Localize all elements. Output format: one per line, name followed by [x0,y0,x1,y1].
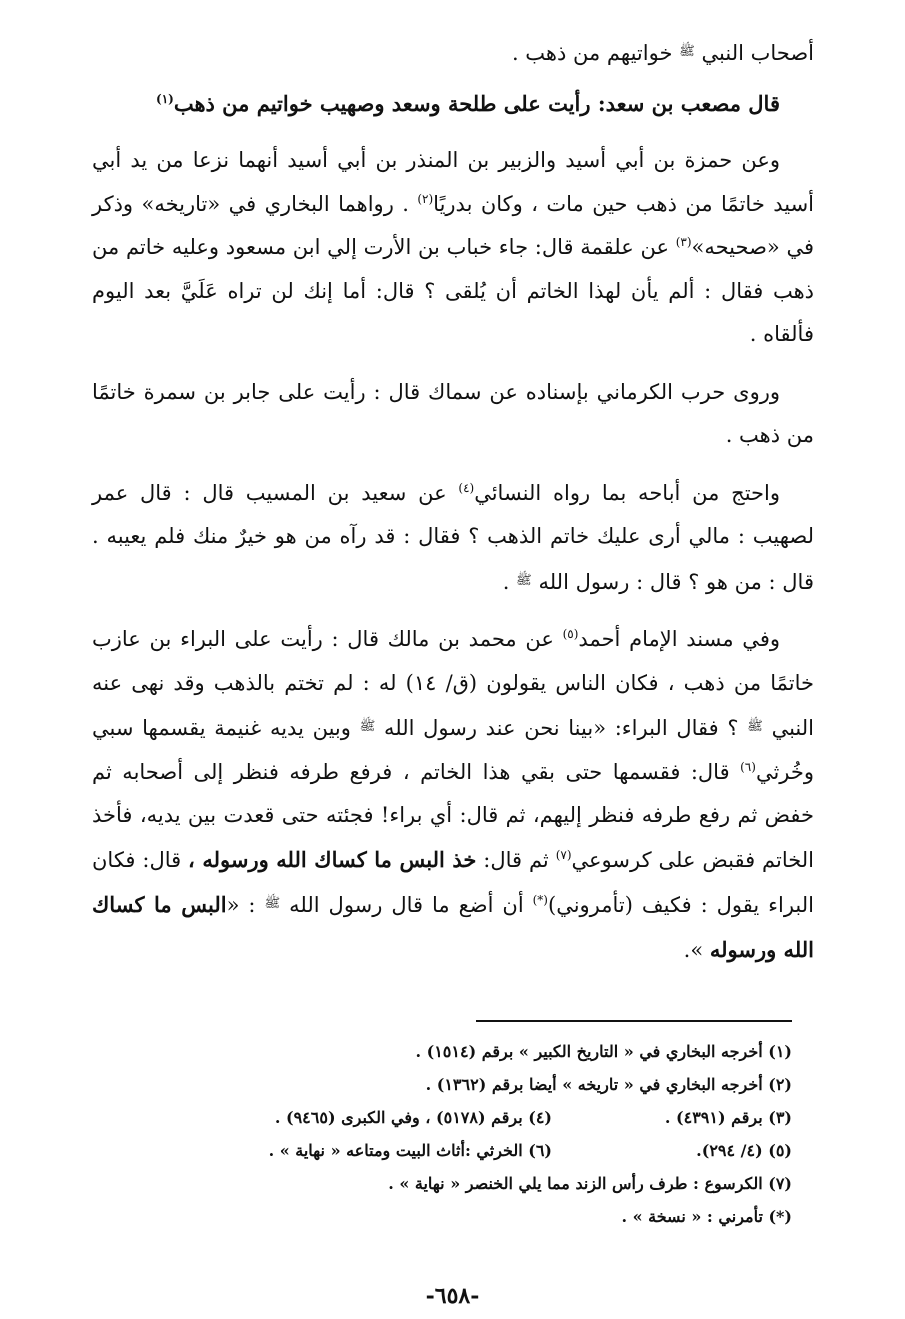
sala-symbol: ﷺ [679,44,695,59]
footnote-7: (٧) الكرسوع : طرف رأس الزند مما يلي الخنصر « نهاية » . [388,1174,792,1193]
sala-symbol: ﷺ [359,719,376,734]
paragraph-2: قال مصعب بن سعد: رأيت على طلحة وسعد وصهيب خواتيم من ذهب$^{(١)}$ [156,90,780,116]
sala-symbol: ﷺ [747,719,763,734]
footnote-4: (٤) برقم (٥١٧٨) ، وفي الكبرى (٩٤٦٥) . [274,1108,552,1127]
main-text [92,30,814,986]
footnote-row [150,1101,792,1134]
footnote-divider [476,1020,792,1022]
footnote-ref: (٤) [458,480,475,495]
footnote-row [150,1200,792,1233]
footnote-ref: (٥) [562,627,579,641]
page-number: -٦٥٨- [425,1283,480,1309]
footnote-1: (١) أخرجه البخاري في « التاريخ الكبير » برقم (١٥١٤) . [415,1042,792,1061]
footnote-row [150,1068,792,1101]
footnote-ref: (١) [156,91,174,106]
footnote-3: (٣) برقم (٤٣٩١) . [664,1108,792,1127]
paragraph-3: وعن حمزة بن أبي أسيد والزبير بن المنذر بن أبي أسيد أنهما نزعا من يد أبي أسيد خاتمًا من ذهب حين مات ، وكان بدريًا$^{(٢)}$ . رواهما البخاري في «تاريخه» وذكر في «صحيحه»$^{(٣)}$ عن علقمة قال: جاء خباب بن الأرت إلي ابن مسعود وعليه خاتم من ذهب فقال : ألم يأن لهذا الخاتم أن يُلقى ؟ قال: أما إنك لن تراه عَلَيَّ بعد اليوم فألقاه . [92,148,815,346]
footnotes [150,1035,792,1233]
footnote-ref: (٣) [675,235,692,249]
footnote-row [150,1134,792,1167]
footnote-ref: (٧) [555,847,572,862]
footnote-6: (٦) الخرثي :أثاث البيت ومتاعه « نهاية » . [268,1141,552,1160]
footnote-row [150,1167,792,1200]
paragraph-4: وروى حرب الكرماني بإسناده عن سماك قال : رأيت على جابر بن سمرة خاتمًا من ذهب . [92,379,814,447]
footnote-ref: (٢) [417,191,434,206]
paragraph-5: واحتج من أباحه بما رواه النسائي$^{(٤)}$ عن سعيد بن المسيب قال : قال عمر لصهيب : مالي أرى عليك خاتم الذهب ؟ فقال : قد رآه من هو خيرٌ منك فلم يعيبه . قال : من هو ؟ قال : رسول الله $^ﷺ$ . [92,480,814,594]
paragraph-1: أصحاب النبي $^ﷺ$ خواتيهم من ذهب . [511,41,814,65]
footnote-row [150,1035,792,1068]
sala-symbol: ﷺ [264,896,281,911]
paragraph-6: وفي مسند الإمام أحمد$^{(٥)}$ عن محمد بن مالك قال : رأيت على البراء بن عازب خاتمًا من ذهب ، فكان الناس يقولون (ق/ ١٤) له : لم تختم بالذهب وقد نهى عنه النبي $^ﷺ$ ؟ فقال البراء: «بينا نحن عند رسول الله $^ﷺ$ وبين يديه غنيمة يقسمها سبي وخُرثي$^{(٦)}$ قال: فقسمها حتى بقي هذا الخاتم ، فرفع طرفه فنظر إلى أصحابه ثم خفض ثم رفع طرفه فنظر إليهم، ثم قال: أي براء! فجئته حتى قعدت بين يديه، فأخذ الخاتم فقبض على كرسوعي$^{(٧)}$ ثم قال: خذ البس ما كساك الله ورسوله ، قال: فكان البراء يقول : فكيف (تأمروني)(*) أن أضع ما قال رسول الله $^ﷺ$ : «البس ما كساك الله ورسوله ». [92,627,815,962]
footnote-5: (٥) (٤/ ٢٩٤). [696,1141,792,1160]
footnote-ref: (٦) [740,759,756,774]
footnote-ref: (*) [532,893,548,907]
sala-symbol: ﷺ [516,572,532,588]
footnote-2: (٢) أخرجه البخاري في « تاريخه » أيضا برقم (١٣٦٢) . [425,1075,792,1094]
footnote-star: (*) تأمرني : « نسخة » . [621,1207,792,1226]
